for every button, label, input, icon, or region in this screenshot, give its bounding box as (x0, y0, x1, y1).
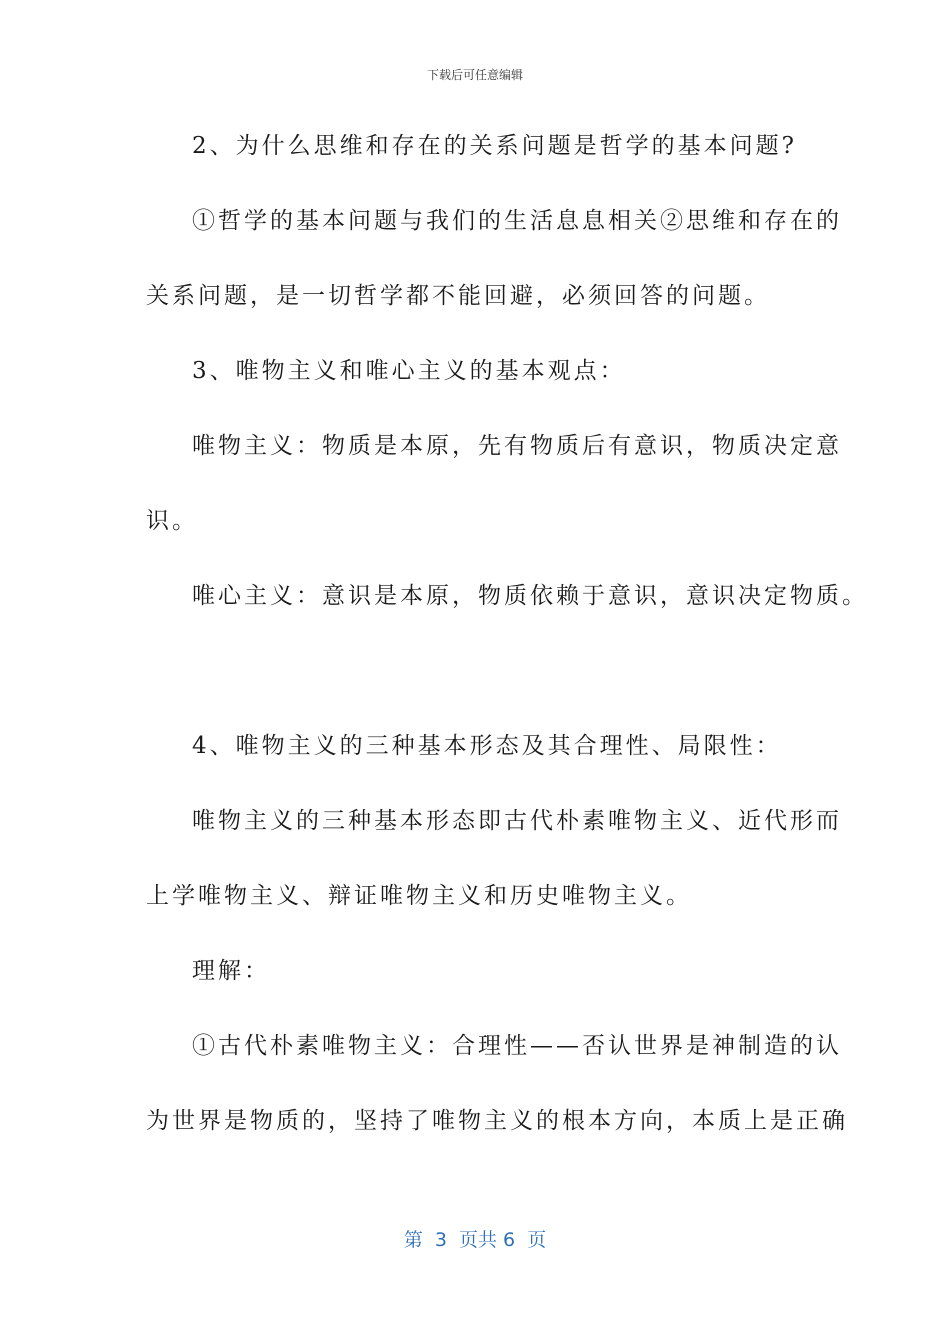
three-forms-line-1: 唯物主义的三种基本形态即古代朴素唯物主义、近代形而 (192, 808, 842, 834)
question-2-heading: 2、为什么思维和存在的关系问题是哲学的基本问题? (192, 133, 797, 159)
question-2-answer-line-2: 关系问题，是一切哲学都不能回避，必须回答的问题。 (146, 283, 770, 309)
materialism-definition-line-1: 唯物主义：物质是本原，先有物质后有意识，物质决定意 (192, 433, 842, 459)
question-4-heading: 4、唯物主义的三种基本形态及其合理性、局限性： (192, 733, 782, 759)
question-3-heading: 3、唯物主义和唯心主义的基本观点： (192, 358, 626, 384)
three-forms-line-2: 上学唯物主义、辩证唯物主义和历史唯物主义。 (146, 883, 692, 909)
question-2-answer-line-1: ①哲学的基本问题与我们的生活息息相关②思维和存在的 (192, 208, 842, 234)
ancient-materialism-line-1: ①古代朴素唯物主义：合理性——否认世界是神制造的认 (192, 1033, 842, 1059)
understanding-label: 理解： (192, 958, 270, 984)
page-number-footer: 第 3 页共 6 页 (403, 1229, 547, 1251)
materialism-definition-line-2: 识。 (146, 508, 198, 534)
page-header: 下载后可任意编辑 (426, 68, 523, 82)
idealism-definition: 唯心主义：意识是本原，物质依赖于意识，意识决定物质。 (192, 583, 868, 609)
ancient-materialism-line-2: 为世界是物质的，坚持了唯物主义的根本方向，本质上是正确 (146, 1108, 848, 1134)
